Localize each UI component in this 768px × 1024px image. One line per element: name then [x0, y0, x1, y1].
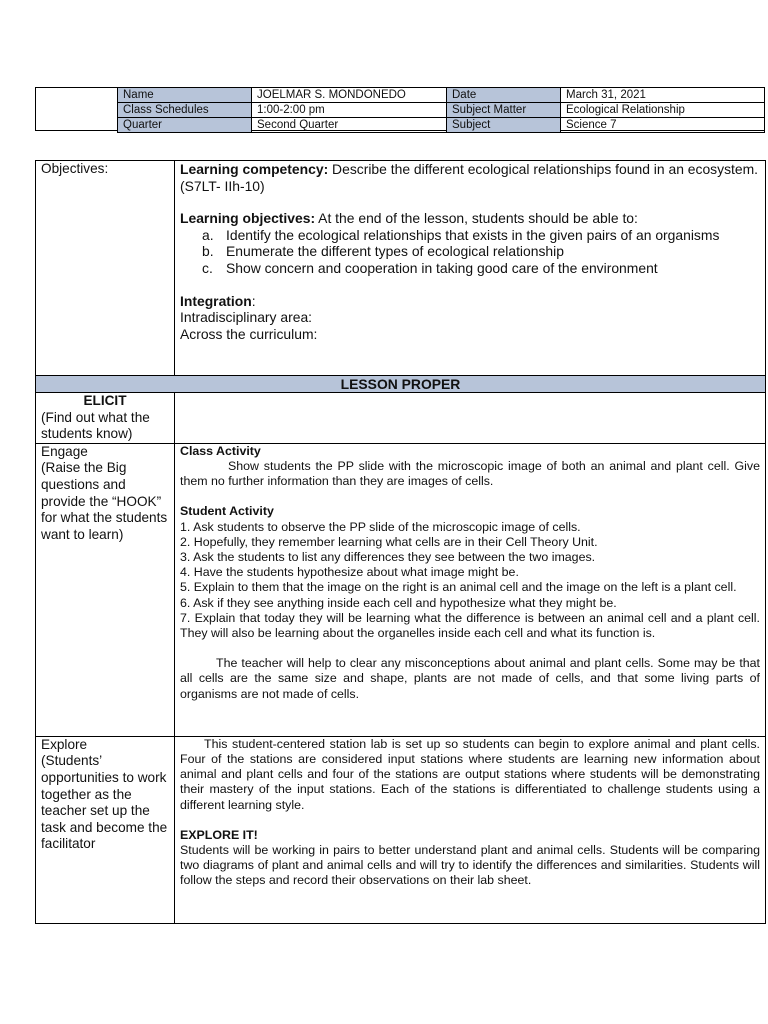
explore-it-text: Students will be working in pairs to better understand plant and animal cells. Students will be comparing two diagrams of plant and animal cells and will try to identify the differences and similarities. Students will follow the steps and record their observations on their lab sheet.: [180, 843, 760, 888]
lesson-proper-row: [36, 376, 766, 393]
student-activity-heading: Student Activity: [180, 504, 274, 519]
step-item: 1. Ask students to observe the PP slide of the microscopic image of cells.: [180, 519, 581, 534]
learning-competency: [180, 161, 760, 194]
subject-matter-label: Subject Matter: [447, 103, 561, 118]
explore-content: [175, 736, 766, 923]
elicit-row: [36, 393, 766, 444]
explore-intro: This student-centered station lab is set up so students can begin to explore animal and plant cells. Four of the stations are considered input stations where students are learning new information about animal and plant cells and four of the stations are output stations where students will be demonstrating their mastery of the input stations. Each of the stations is differentiated to challenge students using a different learning style.: [180, 736, 760, 812]
step-item: 3. Ask the students to list any differences they see between the two images.: [180, 550, 596, 564]
engage-row: [36, 443, 766, 736]
engage-content: [175, 443, 766, 736]
explore-label: Explore (Students’ opportunities to work together as the teacher set up the task and become the facilitator: [36, 736, 175, 923]
lesson-table: [35, 160, 766, 924]
subject-value: Science 7: [561, 118, 765, 133]
objective-item: a. Identify the ecological relationships that exists in the given pairs of an organisms: [202, 226, 720, 243]
explore-row: [36, 736, 766, 923]
name-value: JOELMAR S. MONDONEDO: [252, 88, 447, 103]
quarter-label: Quarter: [118, 118, 252, 133]
teacher-note: The teacher will help to clear any misconceptions about animal and plant cells. Some may be that all cells are the same size and shape, plants are not made of cells, and that some living parts of organisms are not made of cells.: [180, 656, 760, 701]
schedule-label: Class Schedules: [118, 103, 252, 118]
header-row-schedule: [118, 103, 765, 118]
across-curriculum: Across the curriculum:: [180, 325, 318, 342]
quarter-value: Second Quarter: [252, 118, 447, 133]
objectives-label: Objectives:: [36, 161, 175, 376]
step-item: 6. Ask if they see anything inside each cell and hypothesize what they might be.: [180, 595, 617, 610]
objective-item: b. Enumerate the different types of ecological relationship: [202, 243, 564, 260]
engage-label: Engage (Raise the Big questions and provide the “HOOK” for what the students want to learn): [36, 443, 175, 736]
date-label: Date: [447, 88, 561, 103]
step-item: 5. Explain to them that the image on the right is an animal cell and the image on the left is a plant cell.: [180, 580, 737, 595]
objectives-content: [175, 161, 766, 376]
date-value: March 31, 2021: [561, 88, 765, 103]
objectives-list: [180, 227, 760, 277]
subject-label: Subject: [447, 118, 561, 133]
competency-heading: Learning competency:: [180, 161, 329, 177]
header-row-quarter: [118, 118, 765, 133]
objectives-heading: Learning objectives:: [180, 210, 316, 227]
objectives-row: [36, 161, 766, 376]
integration: Integration:: [180, 292, 256, 309]
header-row-name: [118, 88, 765, 103]
class-activity-text: Show students the PP slide with the microscopic image of both an animal and plant cell. Give them no further information than they are images of cells.: [180, 458, 760, 489]
objectives-intro: At the end of the lesson, students should be able to:: [315, 210, 638, 227]
subject-matter-value: Ecological Relationship: [561, 103, 765, 118]
name-label: Name: [118, 88, 252, 103]
elicit-title: ELICIT: [83, 393, 127, 408]
lesson-proper-heading: LESSON PROPER: [36, 376, 766, 393]
step-item: 7. Explain that today they will be learning what the difference is between an animal cell and a plant cell. They will also be learning about the organelles inside each cell and what its function is.: [180, 610, 760, 641]
header-info-table: [117, 87, 765, 133]
class-activity-heading: Class Activity: [180, 443, 261, 458]
learning-objectives: [180, 210, 760, 227]
explore-it-heading: EXPLORE IT!: [180, 827, 258, 842]
step-item: 4. Have the students hypothesize about what image might be.: [180, 565, 519, 580]
intradisciplinary-area: Intradisciplinary area:: [180, 309, 313, 326]
elicit-desc: (Find out what the students know): [41, 409, 150, 442]
schedule-value: 1:00-2:00 pm: [252, 103, 447, 118]
objective-item: c. Show concern and cooperation in taking good care of the environment: [202, 259, 658, 276]
elicit-content: [175, 393, 766, 444]
competency-text: Describe the different ecological relationships found in an ecosystem. (S7LT- IIh-10): [180, 161, 759, 194]
elicit-label: [36, 393, 175, 444]
integration-heading: Integration: [180, 292, 252, 309]
step-item: 2. Hopefully, they remember learning what cells are in their Cell Theory Unit.: [180, 534, 598, 549]
